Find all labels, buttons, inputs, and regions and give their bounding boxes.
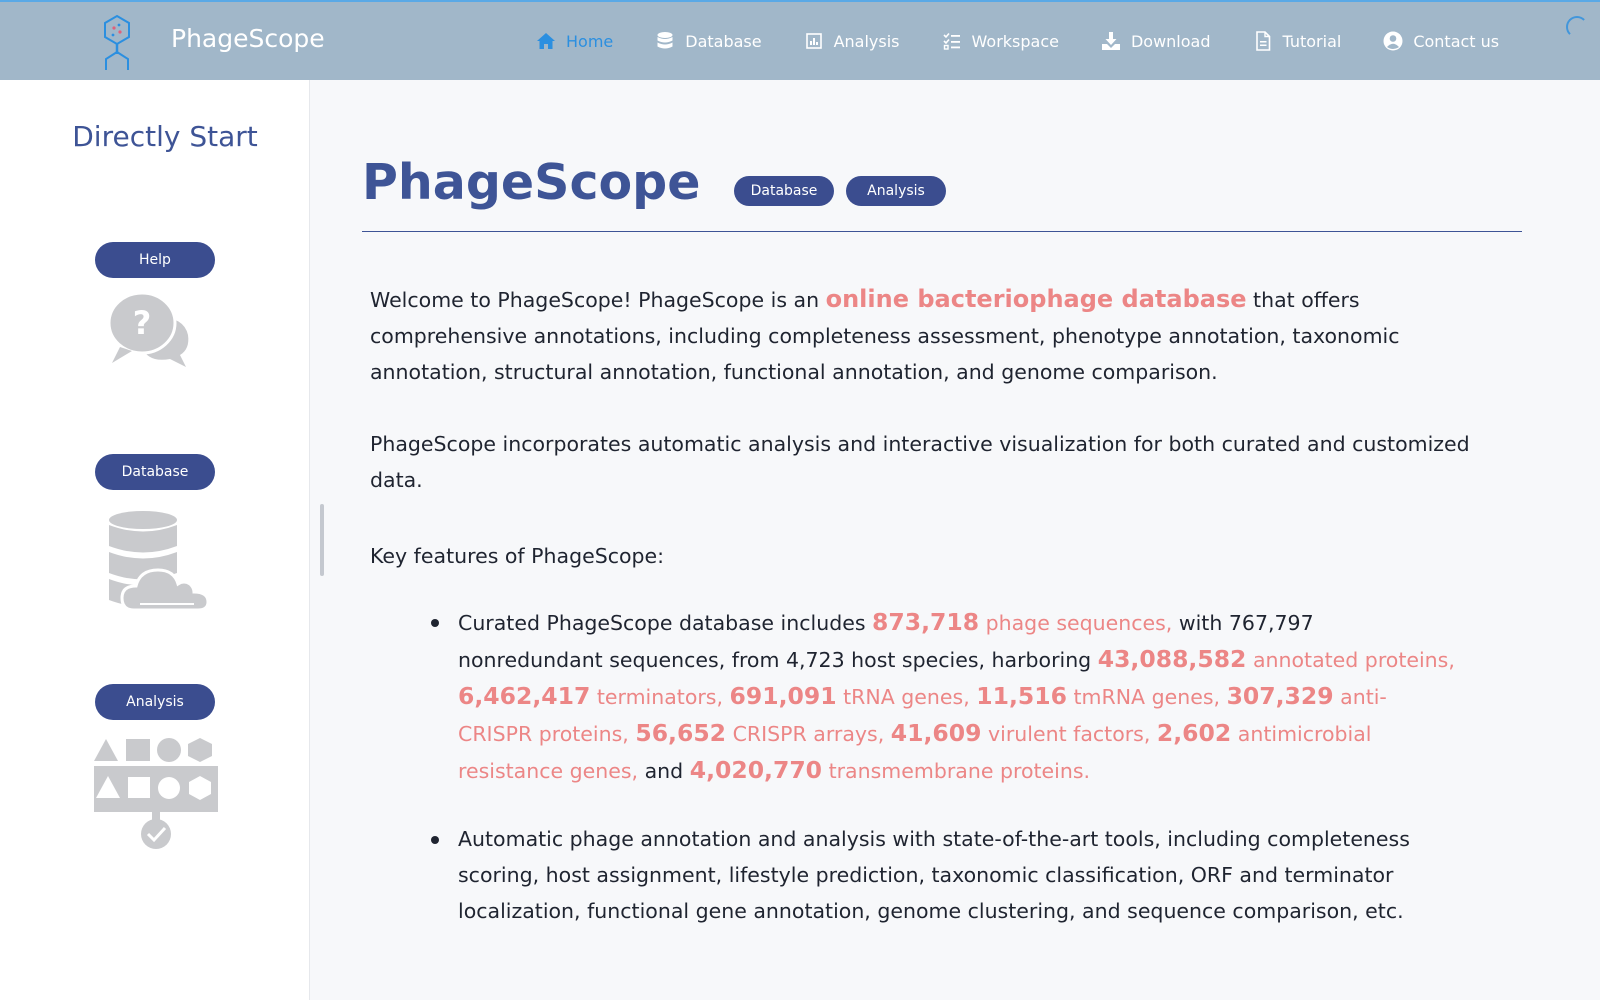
list-item (458, 604, 1458, 789)
sidebar-resize-handle[interactable] (320, 504, 324, 576)
stat-label: tRNA genes, (843, 685, 970, 709)
stat-label: virulent factors, (988, 722, 1151, 746)
nav-download[interactable] (1101, 31, 1211, 51)
sidebar-title: Directly Start (72, 120, 258, 153)
intro-paragraph (370, 281, 1490, 390)
database-tag[interactable]: Database (734, 176, 834, 206)
nav-tutorial-label: Tutorial (1282, 31, 1342, 51)
feature-text: Curated PhageScope database includes (458, 611, 866, 635)
sidebar-database-button[interactable]: Database (95, 454, 215, 490)
checklist-icon (942, 31, 962, 51)
user-circle-icon (1383, 31, 1403, 51)
sidebar-analysis-button[interactable]: Analysis (95, 684, 215, 720)
nav-database[interactable] (655, 31, 761, 51)
nav-analysis-label: Analysis (833, 31, 900, 51)
intro-text-end: that offers comprehensive annotations, including completeness assessment, phenotype annotation, taxonomic annotation, structural annotation, functional annotation, and genome comparison. (370, 288, 1400, 384)
loading-spinner-icon (1566, 16, 1588, 38)
nav-contact-label: Contact us (1413, 31, 1500, 51)
page-title: PhageScope (362, 154, 701, 211)
document-icon (1253, 31, 1273, 51)
brand-name[interactable]: PhageScope (171, 24, 325, 53)
main-nav (536, 2, 1499, 80)
features-heading: Key features of PhageScope: (370, 544, 665, 568)
download-icon (1101, 31, 1121, 51)
title-divider (362, 231, 1522, 232)
nav-contact[interactable] (1383, 31, 1499, 51)
analysis-chart-icon (804, 31, 824, 51)
stat-label: terminators, (596, 685, 724, 709)
database-icon (655, 31, 675, 51)
stat-label: phage sequences, (985, 611, 1173, 635)
sidebar-help-button[interactable]: Help (95, 242, 215, 278)
database-cloud-icon[interactable] (108, 510, 212, 615)
features-list (458, 604, 1458, 961)
help-chat-icon[interactable] (108, 287, 194, 369)
stat-label: transmembrane proteins. (828, 759, 1091, 783)
analysis-workflow-icon[interactable] (94, 736, 218, 850)
stat-number: 691,091 (729, 682, 837, 710)
stat-label: CRISPR arrays, (732, 722, 885, 746)
stat-label: antimicrobial resistance genes, (458, 722, 1372, 783)
stat-label: tmRNA genes, (1073, 685, 1221, 709)
analysis-tag[interactable]: Analysis (846, 176, 946, 206)
stat-number: 11,516 (976, 682, 1067, 710)
stat-number: 6,462,417 (458, 682, 591, 710)
home-icon (536, 31, 556, 51)
nav-workspace[interactable] (942, 31, 1059, 51)
nav-workspace-label: Workspace (971, 31, 1059, 51)
nav-home-label: Home (566, 31, 614, 51)
phage-logo-icon[interactable] (98, 14, 136, 72)
stat-number: 2,602 (1156, 719, 1232, 747)
list-item: Automatic phage annotation and analysis with state-of-the-art tools, including completeness scoring, host assignment, lifestyle prediction, taxonomic classification, ORF and terminator localization, functional gene annotation, genome clustering, and sequence comparison, etc. (458, 821, 1458, 929)
stat-number: 56,652 (635, 719, 727, 747)
stat-number: 873,718 (872, 608, 980, 636)
nav-tutorial[interactable] (1253, 31, 1342, 51)
stat-number: 41,609 (890, 719, 982, 747)
intro-text-start: Welcome to PhageScope! PhageScope is an (370, 288, 820, 312)
feature-text: with 767,797 nonredundant sequences, from 4,723 host species, harboring (458, 611, 1314, 672)
stat-number: 307,329 (1226, 682, 1334, 710)
nav-analysis[interactable] (804, 31, 900, 51)
stat-label: anti-CRISPR proteins, (458, 685, 1387, 746)
analysis-paragraph: PhageScope incorporates automatic analysis and interactive visualization for both curated and customized data. (370, 432, 1470, 492)
stat-label: annotated proteins, (1252, 648, 1455, 672)
svg-text:?: ? (132, 304, 152, 342)
intro-highlight: online bacteriophage database (825, 285, 1247, 313)
feature-text: and (644, 759, 684, 783)
sidebar (0, 80, 310, 1000)
nav-home[interactable] (536, 31, 613, 51)
nav-database-label: Database (685, 31, 762, 51)
stat-number: 4,020,770 (689, 756, 823, 784)
top-navbar (0, 0, 1600, 80)
stat-number: 43,088,582 (1097, 645, 1247, 673)
nav-download-label: Download (1130, 31, 1211, 51)
